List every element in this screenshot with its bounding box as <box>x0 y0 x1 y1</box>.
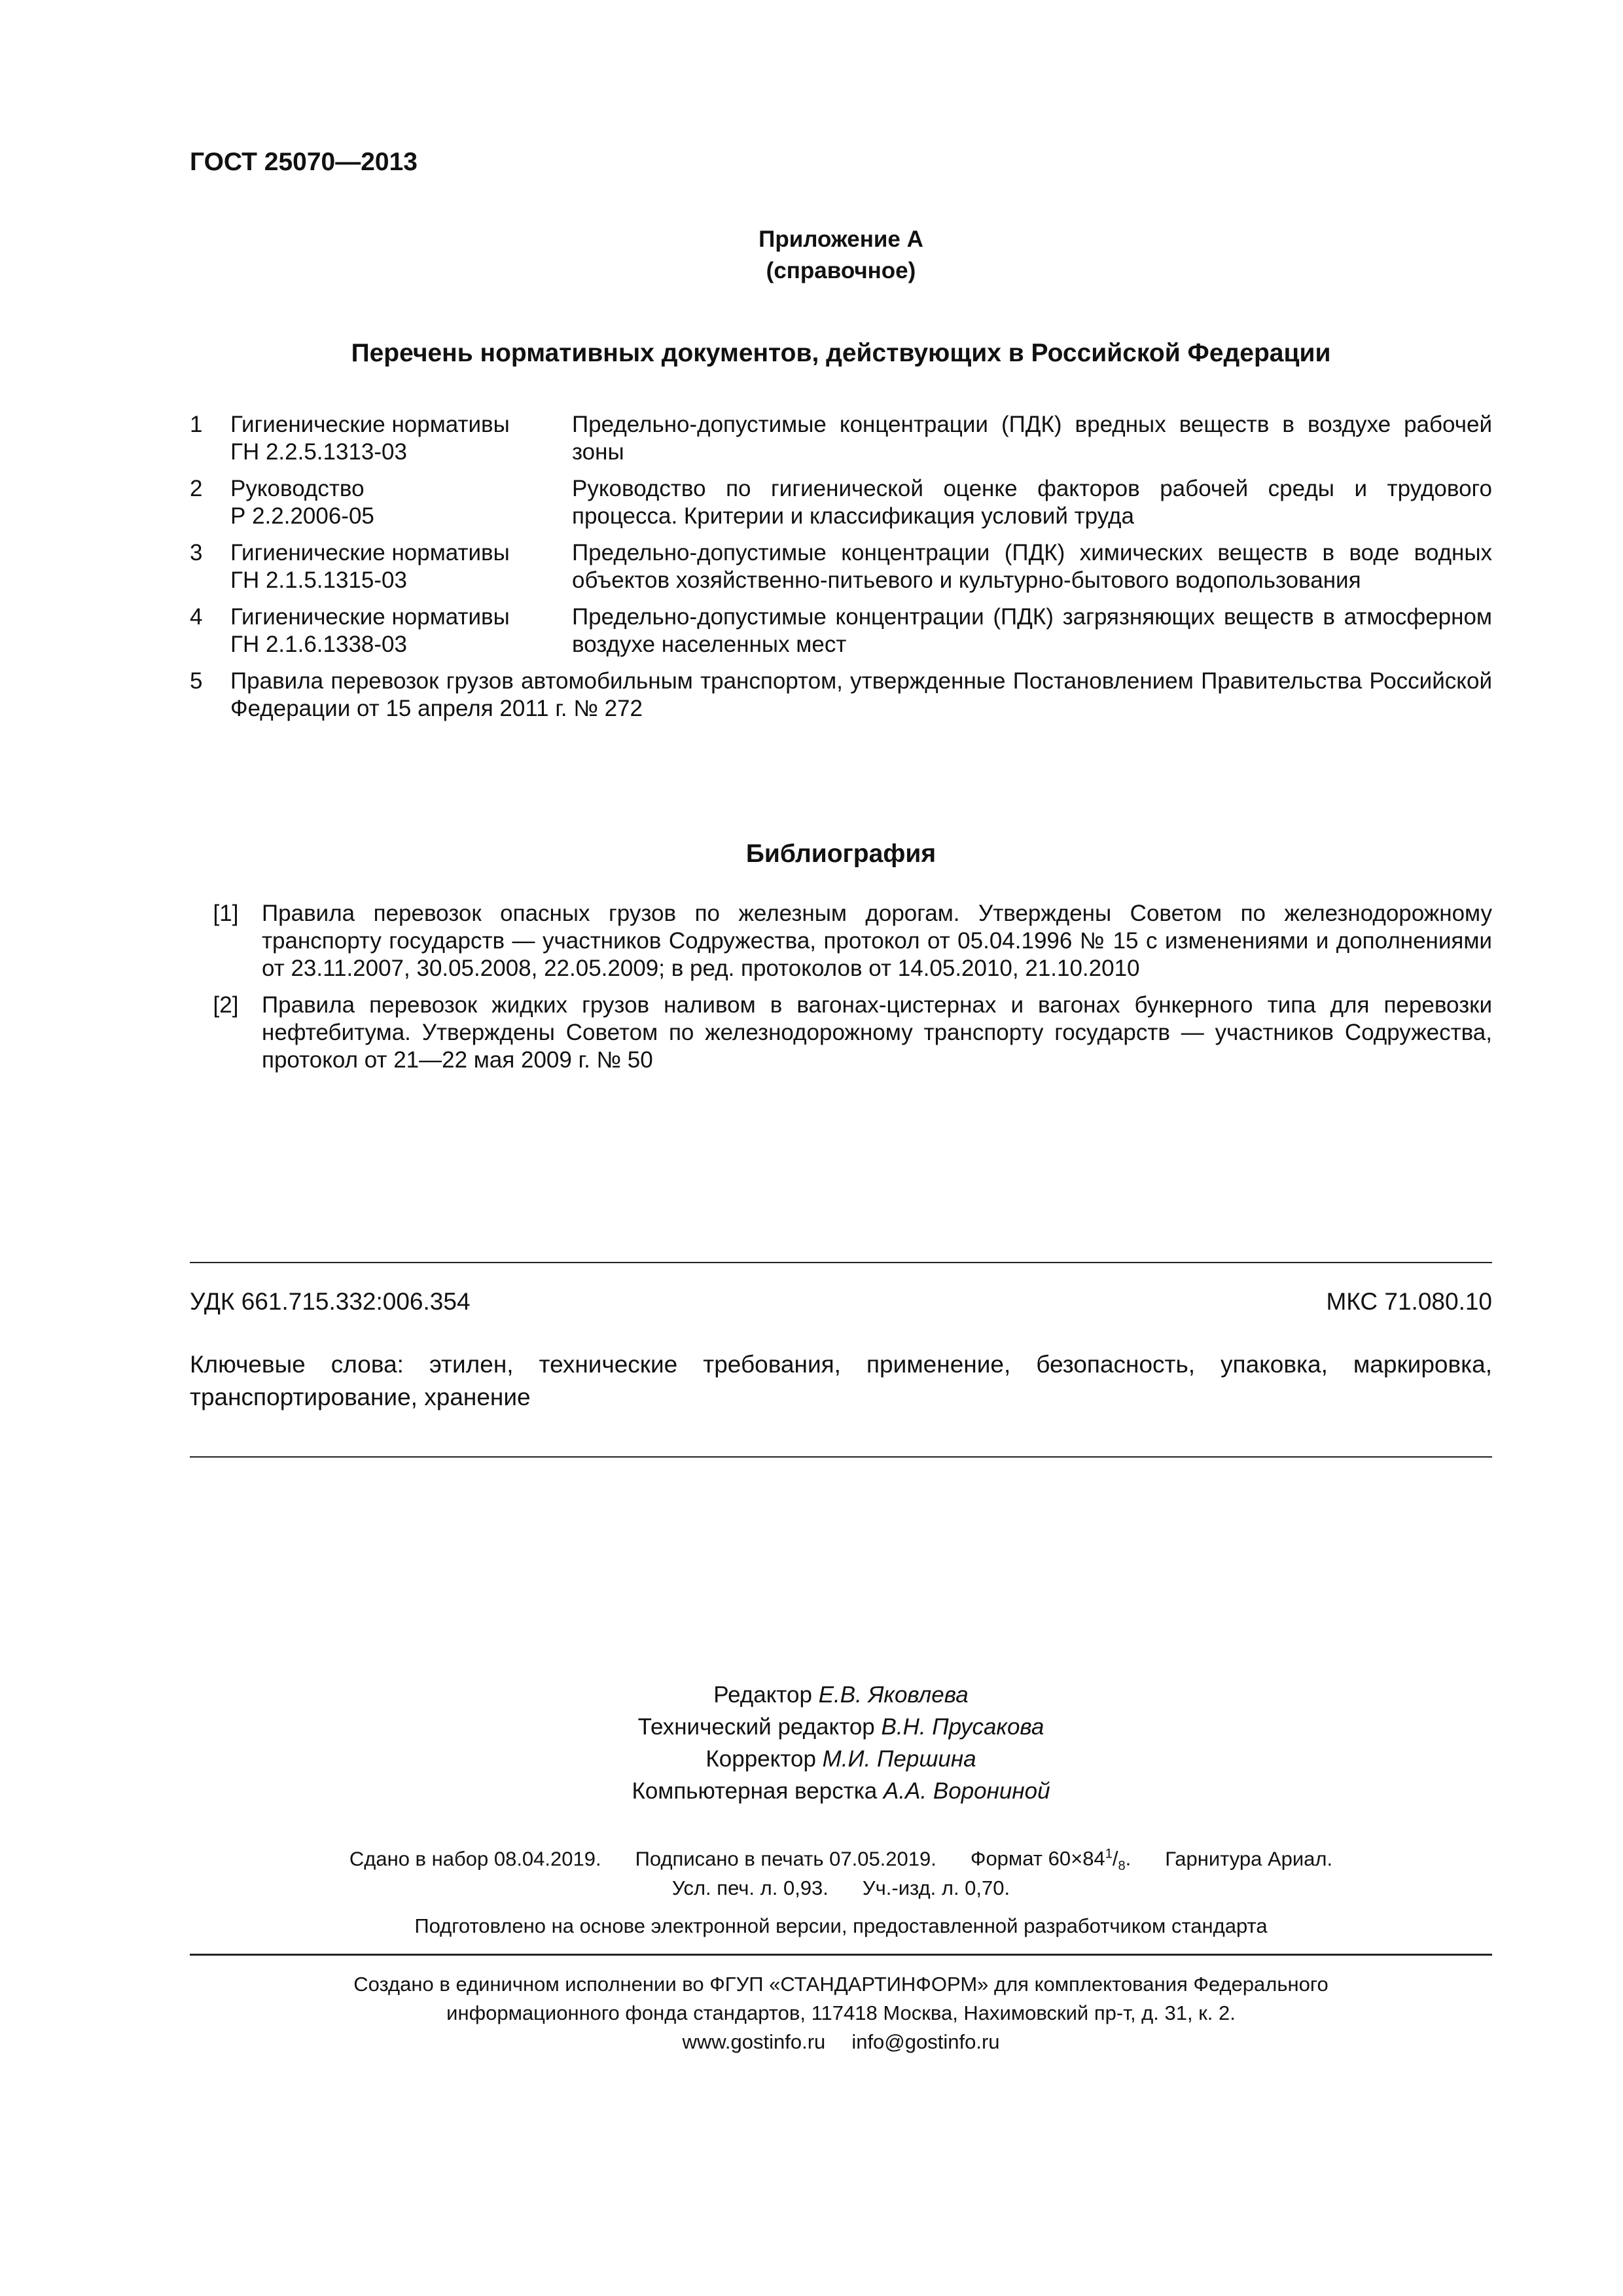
publishing-sheets: Уч.-изд. л. 0,70. <box>862 1876 1010 1899</box>
keywords: Ключевые слова: этилен, технические требования, применение, безопасность, упаковка, маркировка, транспортирование, хранение <box>190 1351 1492 1410</box>
document-code: ГН 2.2.5.1313-03 <box>230 439 407 465</box>
document-code: Р 2.2.2006-05 <box>230 503 374 529</box>
signed-date: Подписано в печать 07.05.2019. <box>635 1847 936 1871</box>
website-link[interactable]: www.gostinfo.ru <box>682 2030 826 2053</box>
staff-row <box>190 1775 1492 1807</box>
typeface: Гарнитура Ариал. <box>1165 1847 1333 1871</box>
staff-role: Редактор <box>713 1682 812 1708</box>
editorial-staff <box>190 1679 1492 1807</box>
document-type-name: Гигиенические нормативы <box>230 540 510 565</box>
list-item <box>190 411 1492 466</box>
document-description: Руководство по гигиенической оценке факторов рабочей среды и трудового процесса. Критерии и классификация условий труда <box>572 476 1492 529</box>
document-type <box>230 539 572 594</box>
divider <box>190 1456 1492 1458</box>
list-item <box>190 475 1492 530</box>
staff-row <box>190 1679 1492 1711</box>
submitted-date: Сдано в набор 08.04.2019. <box>349 1847 601 1871</box>
divider <box>190 1262 1492 1263</box>
staff-name: М.И. Першина <box>822 1746 976 1772</box>
list-item <box>190 992 1492 1074</box>
document-description: Правила перевозок грузов автомобильным транспортом, утвержденные Постановлением Правительства Российской Федерации от 15 апреля 2011 г. № 272 <box>230 668 1492 721</box>
reference-number: [1] <box>213 901 239 926</box>
reference-text: Правила перевозок опасных грузов по железным дорогам. Утверждены Советом по железнодорожному транспорту государств — участников Содружества, протокол от 05.04.1996 № 15 с изменениями и дополнениями от 23.11.2007, 30.05.2008, 22.05.2009; в ред. протоколов от 14.05.2010, 21.10.2010 <box>262 901 1492 981</box>
publisher-line: Создано в единичном исполнении во ФГУП «СТАНДАРТИНФОРМ» для комплектования Федерального <box>353 1973 1329 1996</box>
staff-role: Технический редактор <box>637 1714 875 1740</box>
annex-title: Приложение А <box>758 226 923 252</box>
document-type-name: Гигиенические нормативы <box>230 604 510 630</box>
bibliography-title: Библиография <box>745 840 936 868</box>
reference-text: Правила перевозок жидких грузов наливом в вагонах-цистернах и вагонах бункерного типа для перевозки нефтебитума. Утверждены Советом по железнодорожному транспорту государств — участников Содружества, протокол от 21—22 мая 2009 г. № 50 <box>262 992 1492 1073</box>
paper-format: Формат $60\times 84^1/_8$. <box>970 1847 1132 1874</box>
document-description: Предельно-допустимые концентрации (ПДК) загрязняющих веществ в атмосферном воздухе населенных мест <box>572 604 1492 657</box>
reference-number: [2] <box>213 992 239 1018</box>
standard-code: ГОСТ 25070—2013 <box>190 148 418 176</box>
staff-name: Е.В. Яковлева <box>818 1682 969 1708</box>
staff-role: Корректор <box>705 1746 816 1772</box>
normative-documents-list <box>190 411 1492 732</box>
annex-heading <box>190 224 1492 287</box>
print-sheets: Усл. печ. л. 0,93. <box>671 1876 829 1899</box>
divider <box>190 1954 1492 1956</box>
item-number: 4 <box>190 604 203 630</box>
list-item <box>190 668 1492 723</box>
item-number: 5 <box>190 668 203 694</box>
mks-code: МКС 71.080.10 <box>1326 1288 1492 1315</box>
item-number: 3 <box>190 540 203 565</box>
document-description: Предельно-допустимые концентрации (ПДК) вредных веществ в воздухе рабочей зоны <box>572 412 1492 465</box>
bibliography-list <box>190 900 1492 1083</box>
imprint-line <box>190 1871 1492 1905</box>
annex-kind: (справочное) <box>766 258 916 283</box>
udk-code: УДК 661.715.332:006.354 <box>190 1288 471 1315</box>
list-item <box>190 539 1492 594</box>
email-link[interactable]: info@gostinfo.ru <box>851 2030 1000 2053</box>
list-item <box>190 900 1492 982</box>
document-type-name: Гигиенические нормативы <box>230 412 510 437</box>
document-type <box>230 411 572 466</box>
list-item <box>190 603 1492 658</box>
item-number: 2 <box>190 476 203 501</box>
staff-role: Компьютерная верстка <box>632 1778 878 1804</box>
document-type <box>230 475 572 530</box>
staff-row <box>190 1711 1492 1743</box>
publisher-address: информационного фонда стандартов, 117418 Москва, Нахимовский пр-т, д. 31, к. 2. <box>446 2001 1236 2024</box>
normative-section-title: Перечень нормативных документов, действующих в Российской Федерации <box>351 339 1331 367</box>
item-number: 1 <box>190 412 203 437</box>
document-code: ГН 2.1.6.1338-03 <box>230 632 407 657</box>
publisher-info <box>190 1970 1492 2056</box>
document-type-name: Руководство <box>230 476 365 501</box>
prepared-note: Подготовлено на основе электронной версии, предоставленной разработчиком стандарта <box>414 1914 1268 1937</box>
staff-name: А.А. Ворониной <box>883 1778 1050 1804</box>
document-code: ГН 2.1.5.1315-03 <box>230 567 407 593</box>
document-type <box>230 603 572 658</box>
document-description: Предельно-допустимые концентрации (ПДК) химических веществ в воде водных объектов хозяйственно-питьевого и культурно-бытового водопользования <box>572 540 1492 593</box>
staff-row <box>190 1743 1492 1775</box>
publisher-contacts <box>190 2028 1492 2056</box>
staff-name: В.Н. Прусакова <box>881 1714 1044 1740</box>
